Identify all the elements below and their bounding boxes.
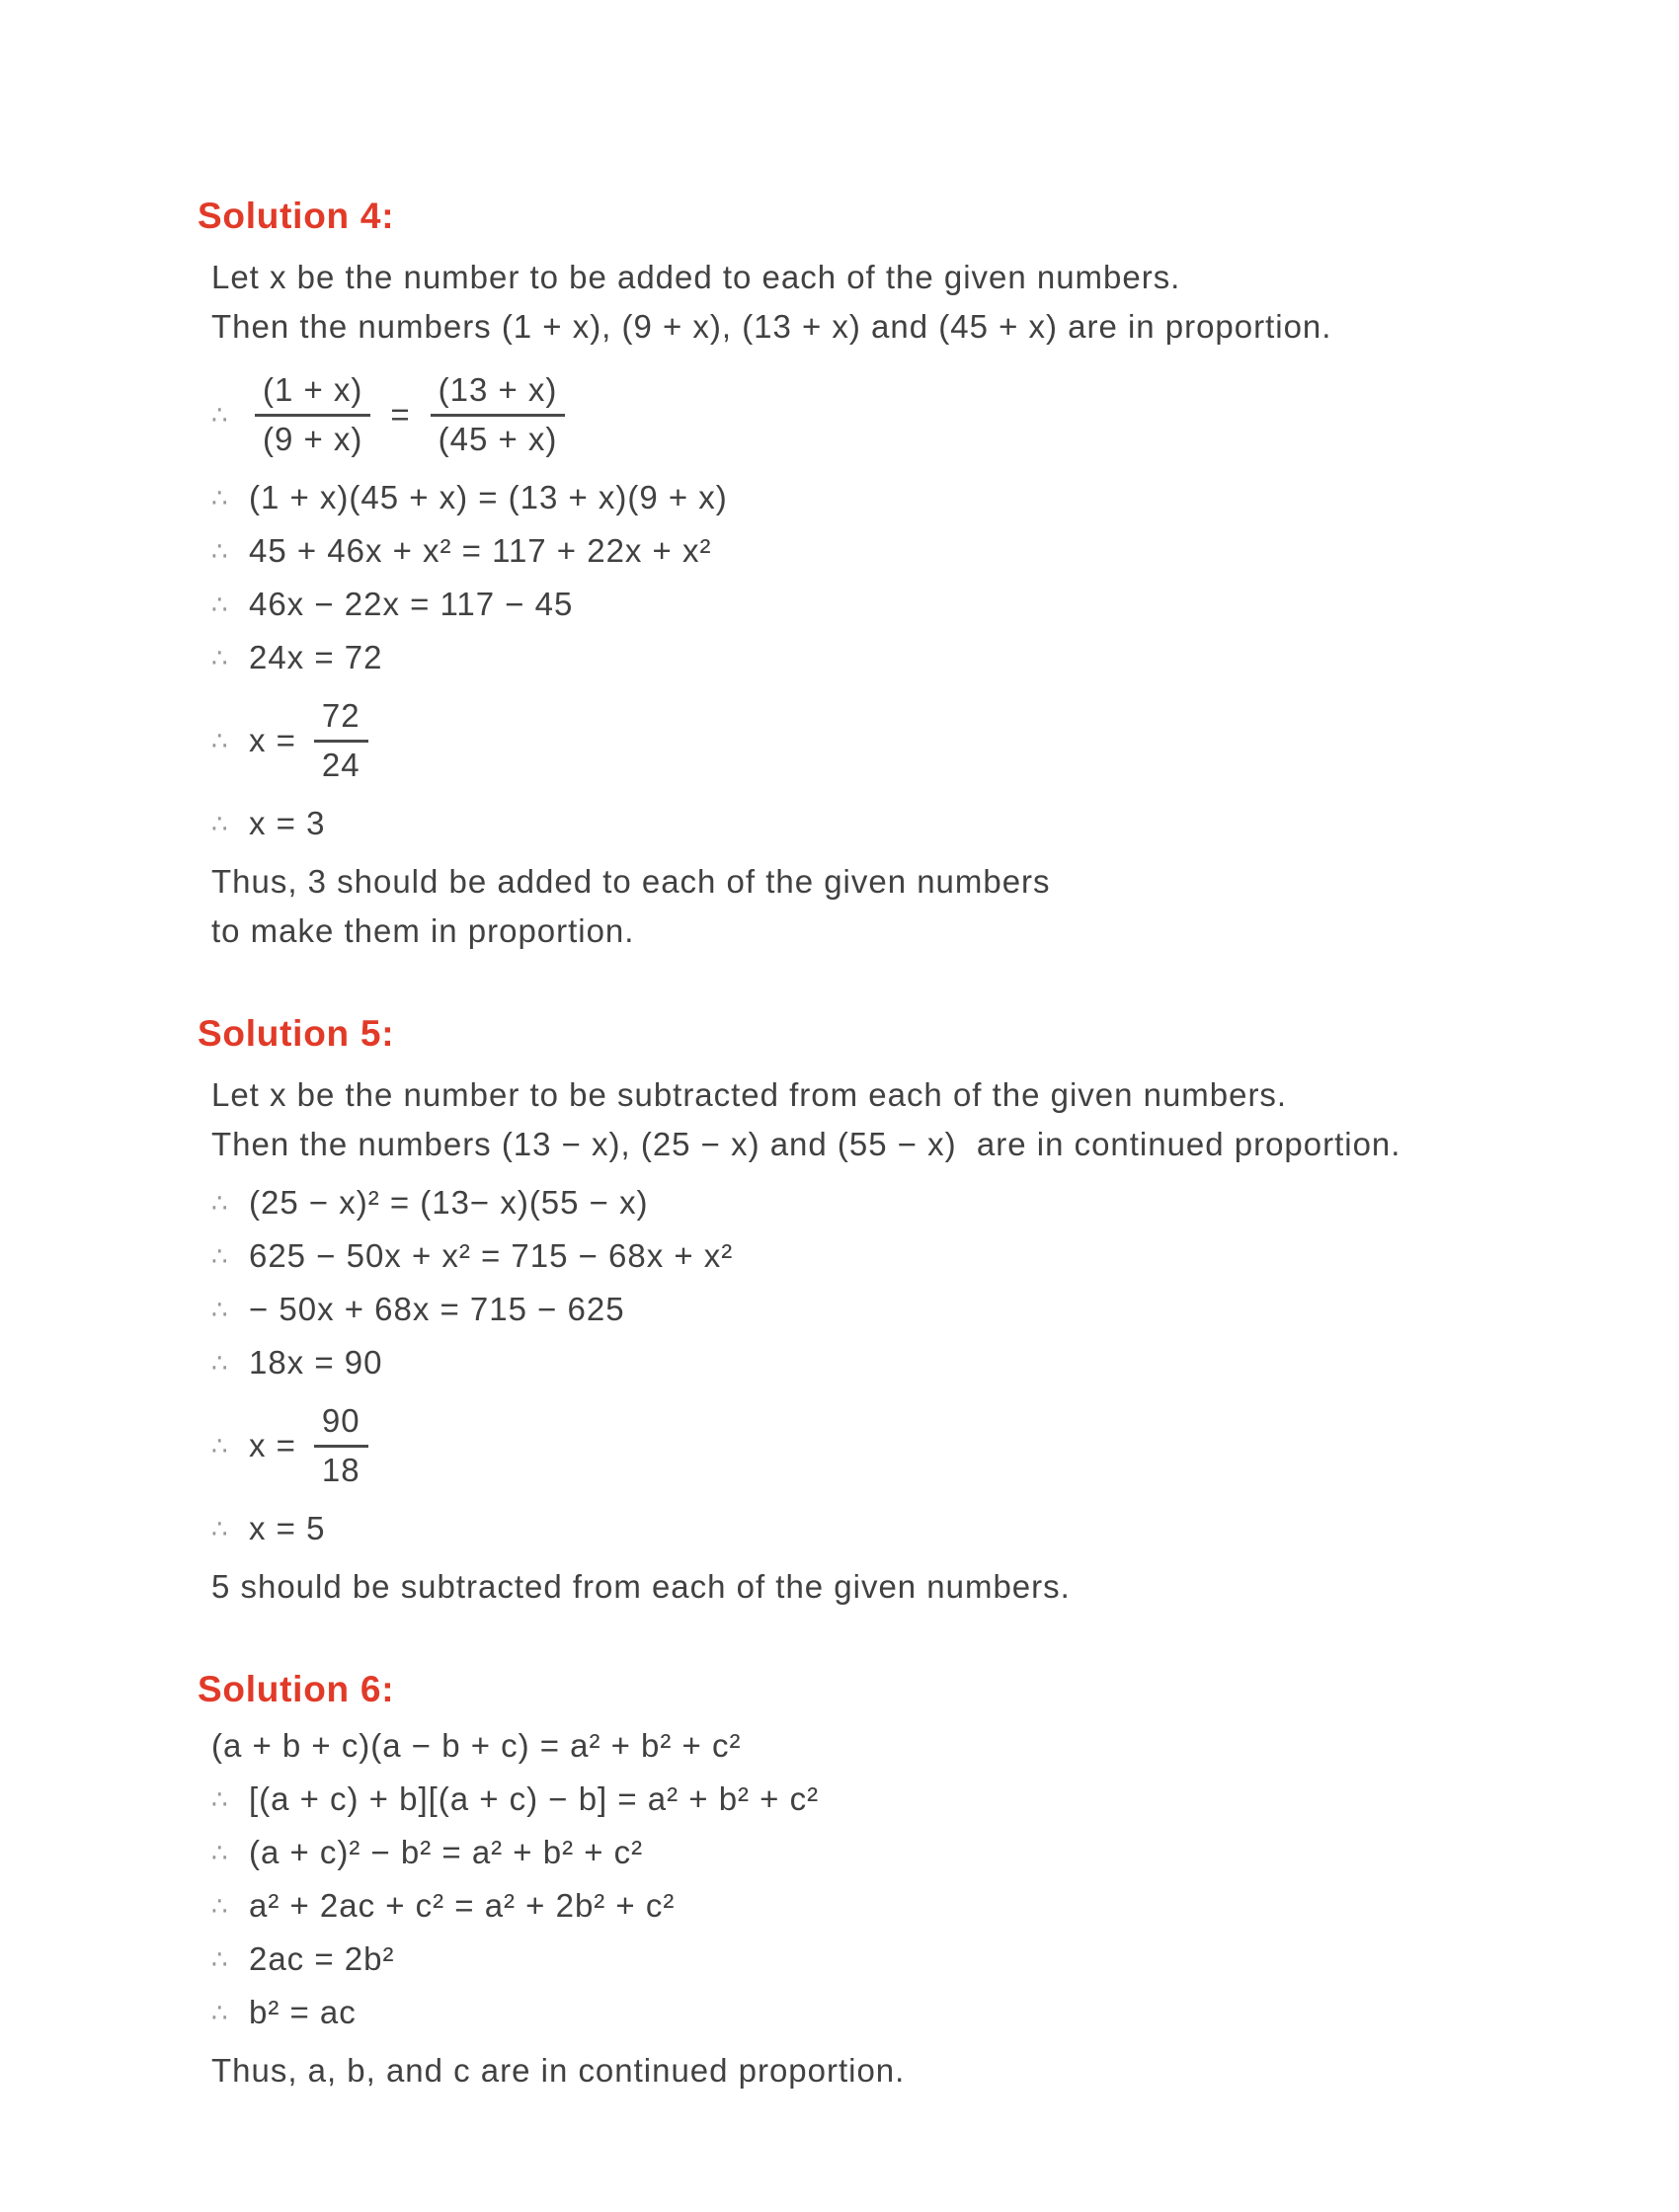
therefore-symbol: ∴: [211, 1890, 229, 1921]
equation-line: [211, 804, 1560, 843]
equation-text: 18x = 90: [249, 1344, 383, 1381]
equation-text: (25 − x)² = (13− x)(55 − x): [249, 1184, 649, 1221]
solution-4-fraction-equation: [211, 369, 1560, 460]
fraction-numerator: 72: [314, 695, 368, 743]
equation-line: [211, 1993, 1560, 2032]
equation-line: [211, 1236, 1560, 1276]
therefore-symbol: ∴: [211, 535, 229, 566]
equation-line: [211, 1509, 1560, 1548]
therefore-symbol: ∴: [211, 1943, 229, 1974]
equation-line: [211, 1343, 1560, 1382]
therefore-symbol: ∴: [211, 1347, 229, 1378]
fraction: [314, 1400, 368, 1491]
equation-lhs: x =: [249, 1427, 296, 1463]
equation-text: (a + b + c)(a − b + c) = a² + b² + c²: [211, 1727, 742, 1764]
therefore-symbol: ∴: [211, 589, 229, 619]
solution-5-intro-line-1: Let x be the number to be subtracted from each of the given numbers.: [211, 1076, 1288, 1113]
solution-5-x-value-equation: [211, 1400, 1560, 1491]
solution-6-heading: Solution 6:: [198, 1669, 395, 1709]
equation-text: − 50x + 68x = 715 − 625: [249, 1291, 625, 1327]
equation-line: [211, 1833, 1560, 1872]
equation-line: [211, 1290, 1560, 1329]
equation-text: 45 + 46x + x² = 117 + 22x + x²: [249, 532, 712, 569]
equation-line: [211, 1939, 1560, 1979]
equation-line: [211, 1886, 1560, 1926]
solution-6-conclusion-line-1: Thus, a, b, and c are in continued proportion.: [211, 2052, 906, 2089]
therefore-symbol: ∴: [211, 642, 229, 672]
therefore-symbol: ∴: [211, 725, 229, 755]
solution-4-x-value-equation: [211, 695, 1560, 786]
solution-4-heading: Solution 4:: [198, 196, 395, 236]
solution-5-heading: Solution 5:: [198, 1013, 395, 1054]
fraction: [431, 369, 566, 460]
equation-text: (1 + x)(45 + x) = (13 + x)(9 + x): [249, 479, 728, 515]
equation-line: [211, 531, 1560, 571]
fraction: [255, 369, 370, 460]
equation-text: x = 5: [249, 1510, 326, 1546]
equation-text: 2ac = 2b²: [249, 1940, 395, 1977]
fraction: [314, 695, 368, 786]
therefore-symbol: ∴: [211, 1783, 229, 1814]
solution-5-section: [198, 1013, 1560, 1612]
therefore-symbol: ∴: [211, 1240, 229, 1271]
therefore-symbol: ∴: [211, 482, 229, 513]
equation-text: 625 − 50x + x² = 715 − 68x + x²: [249, 1237, 734, 1274]
therefore-symbol: ∴: [211, 1187, 229, 1218]
therefore-symbol: ∴: [211, 1513, 229, 1543]
equation-text: 46x − 22x = 117 − 45: [249, 586, 574, 622]
equation-text: b² = ac: [249, 1994, 357, 2030]
solution-5-conclusion-line-1: 5 should be subtracted from each of the given numbers.: [211, 1568, 1071, 1605]
equation-text: x = 3: [249, 805, 326, 841]
fraction-denominator: 18: [321, 1452, 360, 1488]
solution-4-conclusion-line-1: Thus, 3 should be added to each of the given numbers: [211, 863, 1051, 900]
equation-line: [211, 585, 1560, 624]
therefore-symbol: ∴: [211, 808, 229, 838]
solution-4-conclusion-line-2: to make them in proportion.: [211, 912, 635, 949]
equation-line: [211, 1183, 1560, 1223]
equation-lhs: x =: [249, 722, 296, 758]
fraction-denominator: 24: [321, 747, 360, 783]
solution-6-section: [198, 1669, 1560, 2095]
equation-line: [211, 638, 1560, 677]
therefore-symbol: ∴: [211, 399, 229, 430]
therefore-symbol: ∴: [211, 1294, 229, 1324]
fraction-numerator: (1 + x): [255, 369, 370, 417]
equation-text: (a + c)² − b² = a² + b² + c²: [249, 1834, 644, 1870]
fraction-denominator: (9 + x): [263, 421, 363, 457]
solution-5-intro-line-2: Then the numbers (13 − x), (25 − x) and (55 − x) are in continued proportion.: [211, 1126, 1401, 1162]
equation-line: [211, 478, 1560, 517]
solution-4-intro-line-2: Then the numbers (1 + x), (9 + x), (13 + x) and (45 + x) are in proportion.: [211, 308, 1332, 345]
fraction-denominator: (45 + x): [438, 421, 558, 457]
solution-4-intro-line-1: Let x be the number to be added to each of the given numbers.: [211, 259, 1181, 295]
equals-sign: =: [390, 396, 411, 433]
solution-4-section: [198, 196, 1560, 956]
equation-line: [211, 1779, 1560, 1819]
therefore-symbol: ∴: [211, 1430, 229, 1461]
therefore-symbol: ∴: [211, 1837, 229, 1867]
equation-text: a² + 2ac + c² = a² + 2b² + c²: [249, 1887, 676, 1924]
fraction-numerator: 90: [314, 1400, 368, 1448]
equation-text: [(a + c) + b][(a + c) − b] = a² + b² + c²: [249, 1780, 820, 1817]
therefore-symbol: ∴: [211, 1997, 229, 2027]
equation-text: 24x = 72: [249, 639, 383, 675]
equation-line: [211, 1726, 1560, 1766]
fraction-numerator: (13 + x): [431, 369, 566, 417]
